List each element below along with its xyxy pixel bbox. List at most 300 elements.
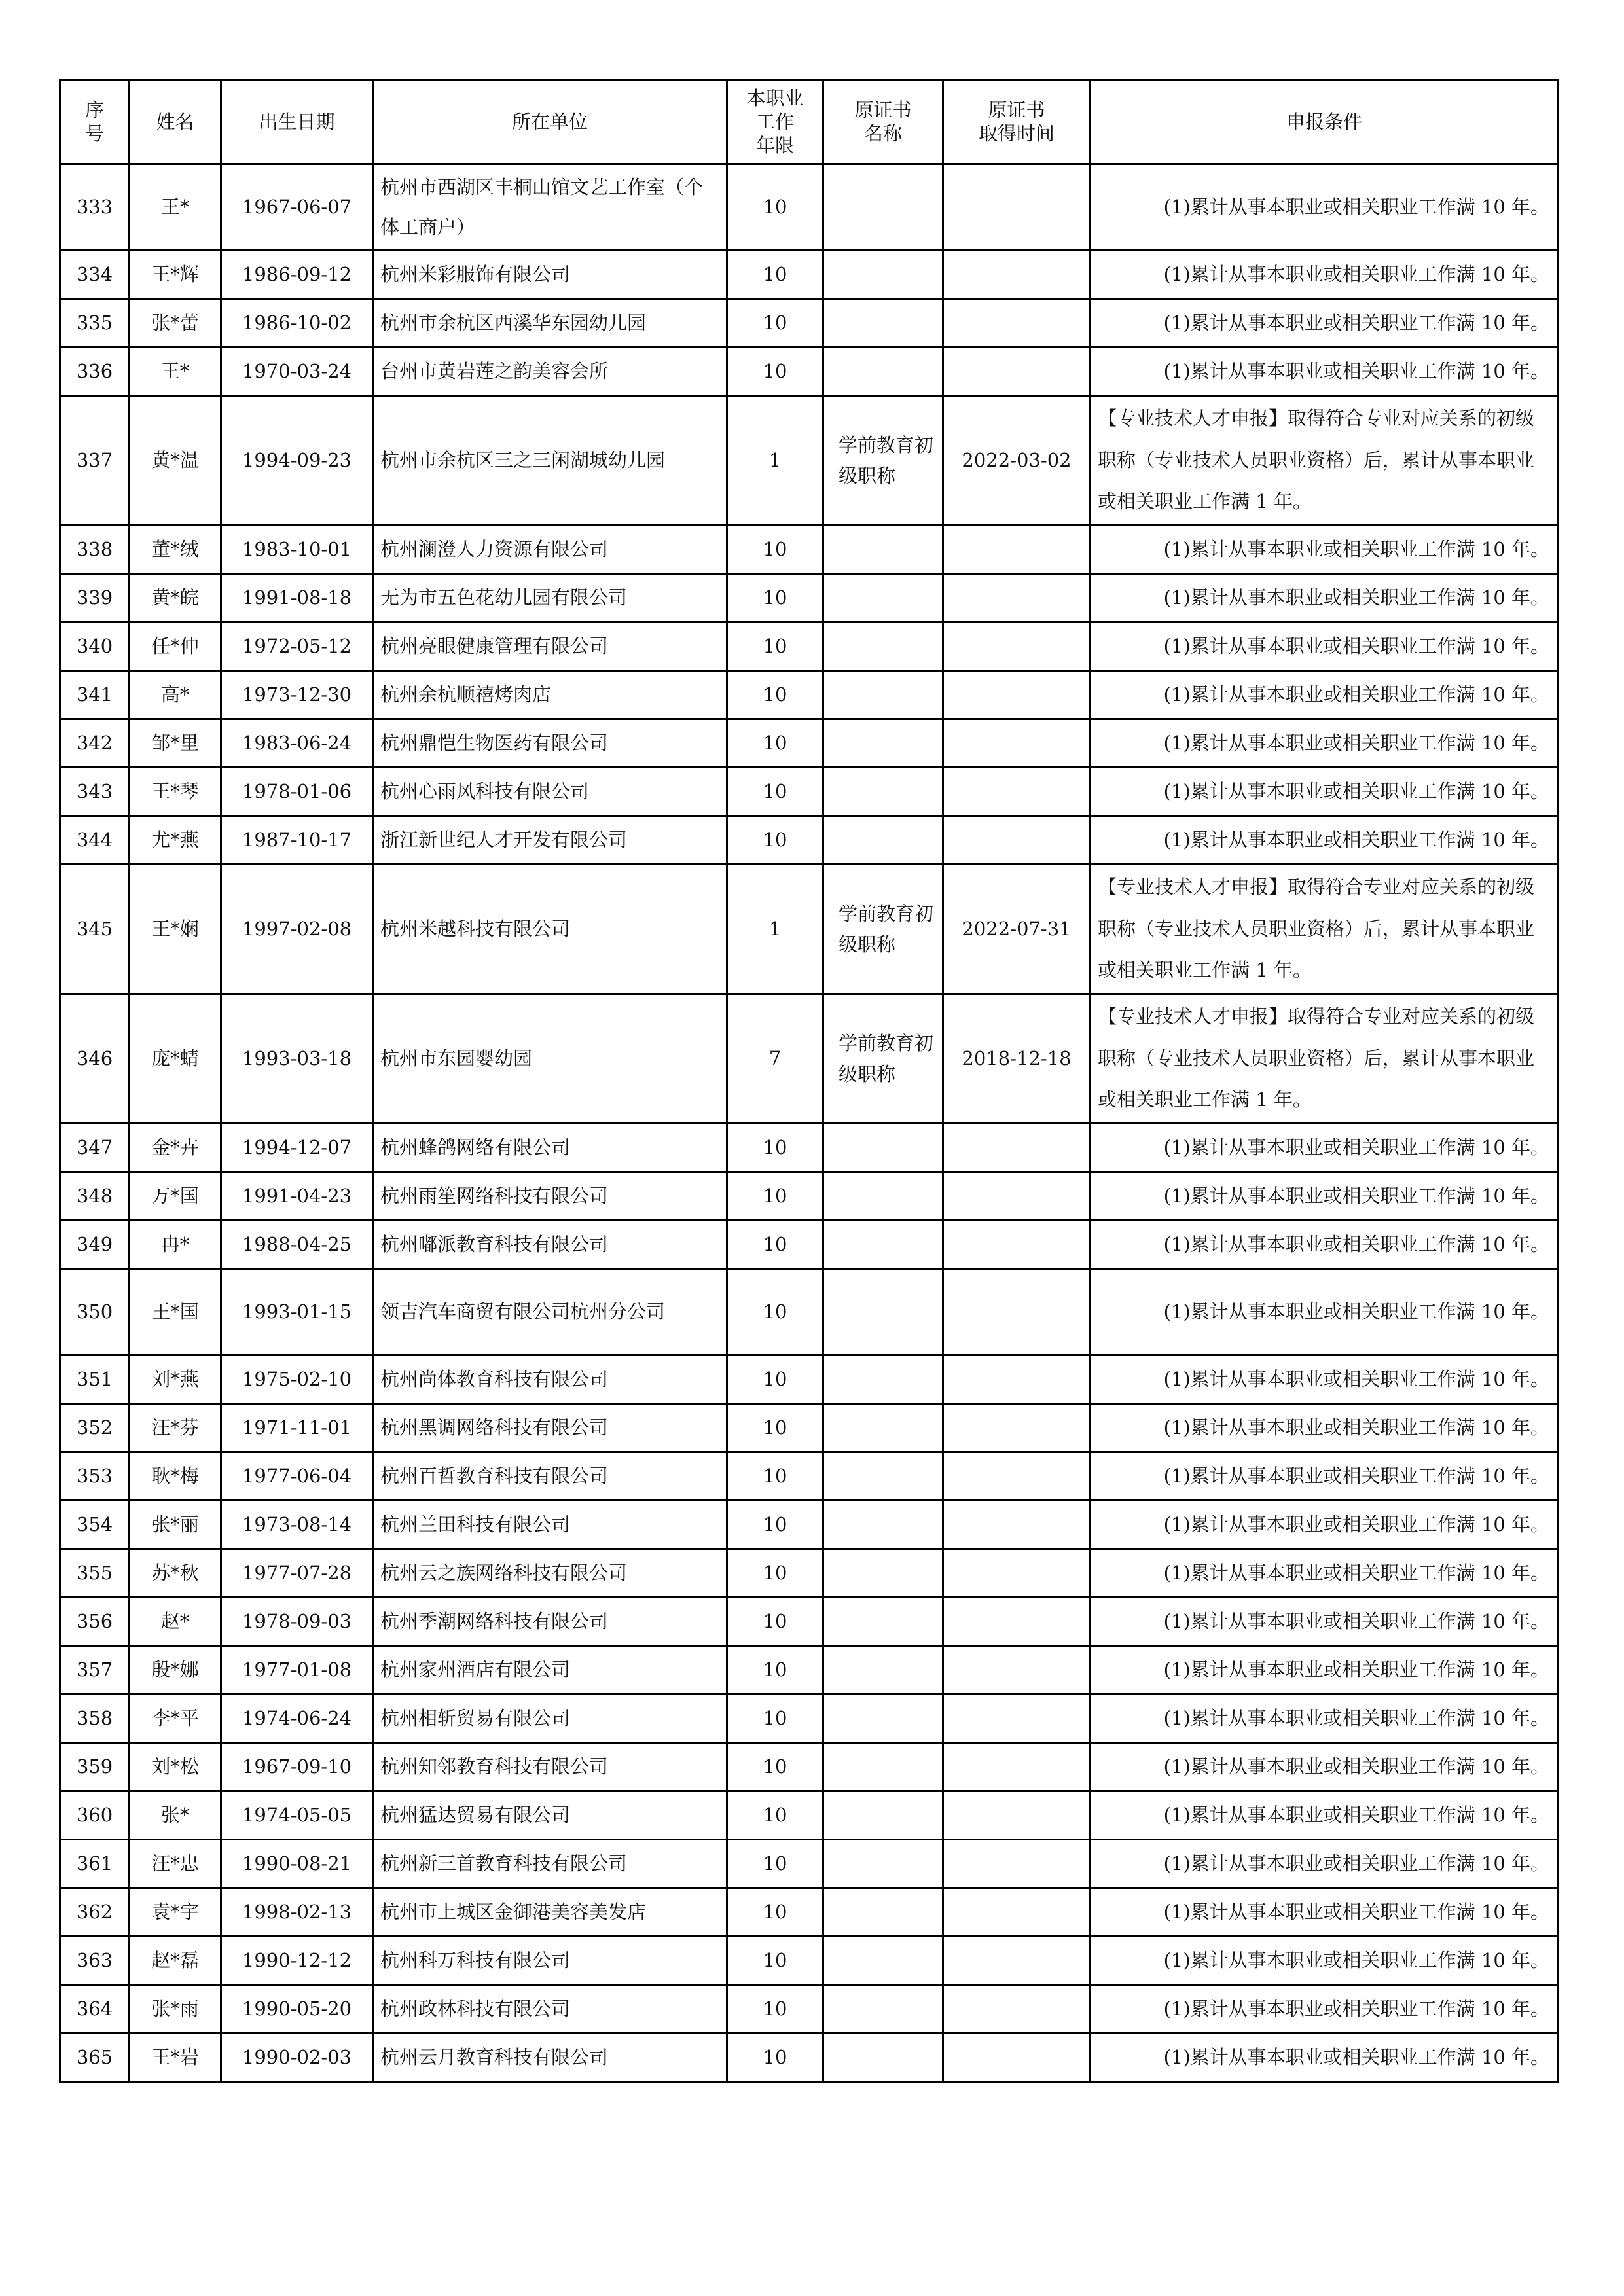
- row-unit: 杭州米越科技有限公司: [373, 865, 727, 994]
- row-condition: (1)累计从事本职业或相关职业工作满 10 年。: [1091, 816, 1559, 865]
- table-row: [60, 768, 1559, 816]
- row-seq: 334: [60, 251, 130, 299]
- row-cert-date: [943, 1646, 1091, 1695]
- row-cert-name: [823, 1404, 943, 1452]
- row-condition: (1)累计从事本职业或相关职业工作满 10 年。: [1091, 671, 1559, 719]
- row-seq: 364: [60, 1985, 130, 2034]
- header-birth-date: 出生日期: [221, 80, 373, 164]
- row-birth-date: 1967-09-10: [221, 1743, 373, 1791]
- row-condition: (1)累计从事本职业或相关职业工作满 10 年。: [1091, 1172, 1559, 1221]
- row-seq: 346: [60, 994, 130, 1124]
- row-years: 10: [727, 1549, 823, 1598]
- row-condition: (1)累计从事本职业或相关职业工作满 10 年。: [1091, 348, 1559, 396]
- row-unit: 杭州心雨风科技有限公司: [373, 768, 727, 816]
- row-seq: 356: [60, 1598, 130, 1646]
- row-name: 王*: [130, 164, 221, 251]
- row-birth-date: 1990-08-21: [221, 1840, 373, 1888]
- row-cert-date: [943, 251, 1091, 299]
- header-cert-date-line: 原证书: [988, 98, 1045, 121]
- row-unit: 杭州市西湖区丰桐山馆文艺工作室（个体工商户）: [373, 164, 727, 251]
- row-seq: 340: [60, 622, 130, 671]
- row-birth-date: 1983-06-24: [221, 719, 373, 768]
- row-years: 10: [727, 1695, 823, 1743]
- row-birth-date: 1994-09-23: [221, 396, 373, 526]
- row-condition: (1)累计从事本职业或相关职业工作满 10 年。: [1091, 1646, 1559, 1695]
- row-years: 10: [727, 348, 823, 396]
- row-name: 黄*温: [130, 396, 221, 526]
- row-cert-name: [823, 1888, 943, 1937]
- row-condition: (1)累计从事本职业或相关职业工作满 10 年。: [1091, 1598, 1559, 1646]
- row-condition: (1)累计从事本职业或相关职业工作满 10 年。: [1091, 1221, 1559, 1269]
- row-cert-date: [943, 1124, 1091, 1172]
- row-birth-date: 1986-09-12: [221, 251, 373, 299]
- header-years: [727, 80, 823, 164]
- row-seq: 350: [60, 1269, 130, 1355]
- row-condition: (1)累计从事本职业或相关职业工作满 10 年。: [1091, 574, 1559, 622]
- row-cert-name: [823, 719, 943, 768]
- row-seq: 348: [60, 1172, 130, 1221]
- row-cert-date: [943, 1937, 1091, 1985]
- row-cert-name: 学前教育初级职称: [823, 994, 943, 1124]
- row-seq: 349: [60, 1221, 130, 1269]
- header-unit: 所在单位: [373, 80, 727, 164]
- header-seq-line: 号: [84, 122, 104, 145]
- row-cert-name: [823, 1598, 943, 1646]
- row-seq: 353: [60, 1452, 130, 1501]
- row-unit: 杭州蜂鸽网络有限公司: [373, 1124, 727, 1172]
- row-condition: 【专业技术人才申报】取得符合专业对应关系的初级职称（专业技术人员职业资格）后，累计从事本职业或相关职业工作满 1 年。: [1091, 396, 1559, 526]
- row-condition: (1)累计从事本职业或相关职业工作满 10 年。: [1091, 2034, 1559, 2082]
- row-cert-date: [943, 299, 1091, 348]
- row-unit: 无为市五色花幼儿园有限公司: [373, 574, 727, 622]
- table-row: [60, 526, 1559, 574]
- row-unit: 杭州嘟派教育科技有限公司: [373, 1221, 727, 1269]
- row-condition: (1)累计从事本职业或相关职业工作满 10 年。: [1091, 299, 1559, 348]
- row-unit: 杭州云之族网络科技有限公司: [373, 1549, 727, 1598]
- table-row: [60, 865, 1559, 994]
- table-row: [60, 1501, 1559, 1549]
- row-condition: (1)累计从事本职业或相关职业工作满 10 年。: [1091, 719, 1559, 768]
- table-row: [60, 574, 1559, 622]
- row-cert-date: [943, 719, 1091, 768]
- row-cert-date: [943, 816, 1091, 865]
- row-name: 张*丽: [130, 1501, 221, 1549]
- row-years: 10: [727, 526, 823, 574]
- row-seq: 362: [60, 1888, 130, 1937]
- table-body: [60, 164, 1559, 2082]
- row-cert-date: 2022-07-31: [943, 865, 1091, 994]
- row-years: 10: [727, 1404, 823, 1452]
- row-seq: 345: [60, 865, 130, 994]
- row-years: 10: [727, 1646, 823, 1695]
- row-birth-date: 1974-06-24: [221, 1695, 373, 1743]
- row-cert-name: [823, 1937, 943, 1985]
- header-years-line: 年限: [755, 134, 794, 157]
- row-years: 10: [727, 1172, 823, 1221]
- table-row: [60, 1452, 1559, 1501]
- table-row: [60, 1549, 1559, 1598]
- row-birth-date: 1988-04-25: [221, 1221, 373, 1269]
- row-seq: 365: [60, 2034, 130, 2082]
- table-row: [60, 1598, 1559, 1646]
- row-cert-name: [823, 1355, 943, 1404]
- row-cert-date: [943, 526, 1091, 574]
- table-row: [60, 994, 1559, 1124]
- row-condition: (1)累计从事本职业或相关职业工作满 10 年。: [1091, 1549, 1559, 1598]
- row-birth-date: 1993-01-15: [221, 1269, 373, 1355]
- row-condition: (1)累计从事本职业或相关职业工作满 10 年。: [1091, 1791, 1559, 1840]
- row-unit: 台州市黄岩莲之韵美容会所: [373, 348, 727, 396]
- row-seq: 359: [60, 1743, 130, 1791]
- row-condition: (1)累计从事本职业或相关职业工作满 10 年。: [1091, 1985, 1559, 2034]
- table-row: [60, 1888, 1559, 1937]
- row-years: 10: [727, 1124, 823, 1172]
- row-birth-date: 1993-03-18: [221, 994, 373, 1124]
- row-cert-name: [823, 348, 943, 396]
- table-row: [60, 1743, 1559, 1791]
- row-seq: 360: [60, 1791, 130, 1840]
- row-condition: (1)累计从事本职业或相关职业工作满 10 年。: [1091, 251, 1559, 299]
- row-name: 王*辉: [130, 251, 221, 299]
- row-unit: 杭州市余杭区西溪华东园幼儿园: [373, 299, 727, 348]
- row-name: 高*: [130, 671, 221, 719]
- row-birth-date: 1998-02-13: [221, 1888, 373, 1937]
- row-name: 李*平: [130, 1695, 221, 1743]
- row-name: 王*娴: [130, 865, 221, 994]
- row-cert-name: [823, 164, 943, 251]
- row-seq: 358: [60, 1695, 130, 1743]
- row-condition: (1)累计从事本职业或相关职业工作满 10 年。: [1091, 1501, 1559, 1549]
- row-cert-date: 2022-03-02: [943, 396, 1091, 526]
- row-birth-date: 1994-12-07: [221, 1124, 373, 1172]
- row-birth-date: 1967-06-07: [221, 164, 373, 251]
- row-unit: 杭州猛达贸易有限公司: [373, 1791, 727, 1840]
- row-seq: 343: [60, 768, 130, 816]
- header-cert-name-line: 名称: [863, 122, 902, 145]
- row-name: 董*绒: [130, 526, 221, 574]
- row-birth-date: 1977-07-28: [221, 1549, 373, 1598]
- row-cert-date: [943, 1695, 1091, 1743]
- table-row: [60, 1404, 1559, 1452]
- row-birth-date: 1990-02-03: [221, 2034, 373, 2082]
- row-birth-date: 1973-12-30: [221, 671, 373, 719]
- row-unit: 杭州科万科技有限公司: [373, 1937, 727, 1985]
- row-birth-date: 1986-10-02: [221, 299, 373, 348]
- row-cert-name: [823, 526, 943, 574]
- row-unit: 杭州雨笙网络科技有限公司: [373, 1172, 727, 1221]
- row-name: 黄*皖: [130, 574, 221, 622]
- row-seq: 351: [60, 1355, 130, 1404]
- row-cert-name: [823, 1124, 943, 1172]
- row-name: 王*岩: [130, 2034, 221, 2082]
- row-cert-name: [823, 1452, 943, 1501]
- row-seq: 344: [60, 816, 130, 865]
- row-unit: 领吉汽车商贸有限公司杭州分公司: [373, 1269, 727, 1355]
- table-row: [60, 1221, 1559, 1269]
- row-condition: (1)累计从事本职业或相关职业工作满 10 年。: [1091, 1937, 1559, 1985]
- row-years: 7: [727, 994, 823, 1124]
- row-name: 刘*燕: [130, 1355, 221, 1404]
- row-cert-name: [823, 1549, 943, 1598]
- row-birth-date: 1990-05-20: [221, 1985, 373, 2034]
- row-years: 10: [727, 1355, 823, 1404]
- row-seq: 338: [60, 526, 130, 574]
- row-unit: 杭州知邻教育科技有限公司: [373, 1743, 727, 1791]
- table-row: [60, 164, 1559, 251]
- row-condition: (1)累计从事本职业或相关职业工作满 10 年。: [1091, 622, 1559, 671]
- row-cert-date: [943, 2034, 1091, 2082]
- row-years: 10: [727, 251, 823, 299]
- row-seq: 333: [60, 164, 130, 251]
- row-condition: (1)累计从事本职业或相关职业工作满 10 年。: [1091, 1695, 1559, 1743]
- row-years: 10: [727, 574, 823, 622]
- row-birth-date: 1970-03-24: [221, 348, 373, 396]
- row-seq: 337: [60, 396, 130, 526]
- row-cert-date: [943, 671, 1091, 719]
- row-cert-date: [943, 768, 1091, 816]
- row-years: 10: [727, 1743, 823, 1791]
- row-birth-date: 1990-12-12: [221, 1937, 373, 1985]
- row-unit: 杭州市上城区金御港美容美发店: [373, 1888, 727, 1937]
- row-cert-name: [823, 1791, 943, 1840]
- table-row: [60, 299, 1559, 348]
- table-header-row: [60, 80, 1559, 164]
- row-seq: 342: [60, 719, 130, 768]
- row-cert-name: [823, 1840, 943, 1888]
- row-cert-name: [823, 2034, 943, 2082]
- row-name: 任*仲: [130, 622, 221, 671]
- row-name: 耿*梅: [130, 1452, 221, 1501]
- row-name: 袁*宇: [130, 1888, 221, 1937]
- header-years-line: 本职业: [746, 86, 804, 109]
- row-cert-date: [943, 1985, 1091, 2034]
- row-cert-name: [823, 1743, 943, 1791]
- header-condition: 申报条件: [1091, 80, 1559, 164]
- row-name: 庞*蜻: [130, 994, 221, 1124]
- table-row: [60, 1269, 1559, 1355]
- row-seq: 335: [60, 299, 130, 348]
- row-years: 10: [727, 1501, 823, 1549]
- row-cert-name: [823, 1695, 943, 1743]
- row-cert-name: 学前教育初级职称: [823, 865, 943, 994]
- row-seq: 336: [60, 348, 130, 396]
- row-seq: 341: [60, 671, 130, 719]
- row-birth-date: 1972-05-12: [221, 622, 373, 671]
- row-condition: (1)累计从事本职业或相关职业工作满 10 年。: [1091, 1452, 1559, 1501]
- header-name: 姓名: [130, 80, 221, 164]
- row-years: 10: [727, 671, 823, 719]
- row-name: 万*国: [130, 1172, 221, 1221]
- row-birth-date: 1971-11-01: [221, 1404, 373, 1452]
- header-seq: [60, 80, 130, 164]
- table-row: [60, 1124, 1559, 1172]
- row-years: 10: [727, 1791, 823, 1840]
- row-years: 10: [727, 1452, 823, 1501]
- row-years: 10: [727, 1888, 823, 1937]
- row-condition: (1)累计从事本职业或相关职业工作满 10 年。: [1091, 1743, 1559, 1791]
- header-seq-line: 序: [84, 98, 104, 121]
- row-cert-name: [823, 768, 943, 816]
- row-cert-name: [823, 622, 943, 671]
- row-name: 冉*: [130, 1221, 221, 1269]
- row-unit: 杭州鼎恺生物医药有限公司: [373, 719, 727, 768]
- row-years: 1: [727, 865, 823, 994]
- row-condition: (1)累计从事本职业或相关职业工作满 10 年。: [1091, 1840, 1559, 1888]
- row-cert-name: [823, 1269, 943, 1355]
- row-unit: 杭州政林科技有限公司: [373, 1985, 727, 2034]
- row-name: 张*蕾: [130, 299, 221, 348]
- row-years: 10: [727, 1269, 823, 1355]
- row-seq: 354: [60, 1501, 130, 1549]
- row-name: 张*雨: [130, 1985, 221, 2034]
- row-condition: 【专业技术人才申报】取得符合专业对应关系的初级职称（专业技术人员职业资格）后，累计从事本职业或相关职业工作满 1 年。: [1091, 865, 1559, 994]
- row-years: 10: [727, 1221, 823, 1269]
- row-years: 1: [727, 396, 823, 526]
- table-row: [60, 348, 1559, 396]
- row-cert-date: [943, 164, 1091, 251]
- row-unit: 杭州百哲教育科技有限公司: [373, 1452, 727, 1501]
- row-birth-date: 1975-02-10: [221, 1355, 373, 1404]
- row-years: 10: [727, 622, 823, 671]
- row-cert-date: [943, 348, 1091, 396]
- table-row: [60, 719, 1559, 768]
- row-birth-date: 1977-01-08: [221, 1646, 373, 1695]
- row-name: 殷*娜: [130, 1646, 221, 1695]
- table-row: [60, 1172, 1559, 1221]
- row-seq: 361: [60, 1840, 130, 1888]
- row-unit: 杭州市东园婴幼园: [373, 994, 727, 1124]
- row-birth-date: 1983-10-01: [221, 526, 373, 574]
- row-condition: (1)累计从事本职业或相关职业工作满 10 年。: [1091, 526, 1559, 574]
- row-condition: (1)累计从事本职业或相关职业工作满 10 年。: [1091, 164, 1559, 251]
- row-name: 尤*燕: [130, 816, 221, 865]
- row-unit: 杭州市余杭区三之三闲湖城幼儿园: [373, 396, 727, 526]
- header-cert-name: [823, 80, 943, 164]
- row-name: 苏*秋: [130, 1549, 221, 1598]
- row-name: 王*: [130, 348, 221, 396]
- table-row: [60, 2034, 1559, 2082]
- row-unit: 杭州米彩服饰有限公司: [373, 251, 727, 299]
- row-unit: 杭州季潮网络科技有限公司: [373, 1598, 727, 1646]
- table-row: [60, 1985, 1559, 2034]
- row-birth-date: 1977-06-04: [221, 1452, 373, 1501]
- row-cert-date: [943, 1549, 1091, 1598]
- row-years: 10: [727, 768, 823, 816]
- row-cert-date: [943, 1269, 1091, 1355]
- row-cert-date: [943, 1452, 1091, 1501]
- table-row: [60, 396, 1559, 526]
- row-seq: 352: [60, 1404, 130, 1452]
- row-condition: (1)累计从事本职业或相关职业工作满 10 年。: [1091, 768, 1559, 816]
- row-cert-name: [823, 251, 943, 299]
- row-name: 汪*芬: [130, 1404, 221, 1452]
- row-cert-name: [823, 574, 943, 622]
- row-years: 10: [727, 164, 823, 251]
- row-name: 张*: [130, 1791, 221, 1840]
- header-cert-name-line: 原证书: [854, 98, 912, 121]
- row-cert-date: [943, 574, 1091, 622]
- row-cert-date: [943, 1791, 1091, 1840]
- row-cert-name: [823, 299, 943, 348]
- row-cert-date: [943, 1888, 1091, 1937]
- row-cert-name: 学前教育初级职称: [823, 396, 943, 526]
- row-seq: 357: [60, 1646, 130, 1695]
- row-condition: (1)累计从事本职业或相关职业工作满 10 年。: [1091, 1269, 1559, 1355]
- header-cert-date-line: 取得时间: [978, 122, 1055, 145]
- row-birth-date: 1991-04-23: [221, 1172, 373, 1221]
- row-birth-date: 1974-05-05: [221, 1791, 373, 1840]
- row-condition: 【专业技术人才申报】取得符合专业对应关系的初级职称（专业技术人员职业资格）后，累计从事本职业或相关职业工作满 1 年。: [1091, 994, 1559, 1124]
- applicant-table: [59, 79, 1559, 2083]
- table-row: [60, 622, 1559, 671]
- row-birth-date: 1991-08-18: [221, 574, 373, 622]
- table-row: [60, 1791, 1559, 1840]
- row-years: 10: [727, 299, 823, 348]
- row-seq: 347: [60, 1124, 130, 1172]
- row-condition: (1)累计从事本职业或相关职业工作满 10 年。: [1091, 1124, 1559, 1172]
- row-cert-name: [823, 1221, 943, 1269]
- row-years: 10: [727, 816, 823, 865]
- table-row: [60, 1937, 1559, 1985]
- row-birth-date: 1987-10-17: [221, 816, 373, 865]
- table-row: [60, 1646, 1559, 1695]
- row-cert-date: [943, 1404, 1091, 1452]
- row-years: 10: [727, 2034, 823, 2082]
- row-name: 邹*里: [130, 719, 221, 768]
- row-condition: (1)累计从事本职业或相关职业工作满 10 年。: [1091, 1404, 1559, 1452]
- row-cert-name: [823, 1646, 943, 1695]
- row-cert-name: [823, 1501, 943, 1549]
- row-condition: (1)累计从事本职业或相关职业工作满 10 年。: [1091, 1888, 1559, 1937]
- row-cert-date: [943, 622, 1091, 671]
- row-name: 汪*忠: [130, 1840, 221, 1888]
- row-cert-date: [943, 1221, 1091, 1269]
- row-cert-date: [943, 1840, 1091, 1888]
- row-cert-date: 2018-12-18: [943, 994, 1091, 1124]
- row-cert-date: [943, 1355, 1091, 1404]
- table-row: [60, 251, 1559, 299]
- row-cert-name: [823, 1985, 943, 2034]
- row-years: 10: [727, 1598, 823, 1646]
- row-years: 10: [727, 1937, 823, 1985]
- row-unit: 浙江新世纪人才开发有限公司: [373, 816, 727, 865]
- row-seq: 355: [60, 1549, 130, 1598]
- row-cert-name: [823, 1172, 943, 1221]
- row-years: 10: [727, 719, 823, 768]
- row-cert-date: [943, 1501, 1091, 1549]
- row-seq: 339: [60, 574, 130, 622]
- table-row: [60, 1840, 1559, 1888]
- row-birth-date: 1978-01-06: [221, 768, 373, 816]
- row-name: 赵*磊: [130, 1937, 221, 1985]
- table-row: [60, 671, 1559, 719]
- row-cert-name: [823, 671, 943, 719]
- row-unit: 杭州黑调网络科技有限公司: [373, 1404, 727, 1452]
- row-name: 金*卉: [130, 1124, 221, 1172]
- row-unit: 杭州新三首教育科技有限公司: [373, 1840, 727, 1888]
- row-unit: 杭州云月教育科技有限公司: [373, 2034, 727, 2082]
- row-seq: 363: [60, 1937, 130, 1985]
- row-years: 10: [727, 1840, 823, 1888]
- row-birth-date: 1997-02-08: [221, 865, 373, 994]
- row-cert-name: [823, 816, 943, 865]
- row-name: 王*国: [130, 1269, 221, 1355]
- row-birth-date: 1978-09-03: [221, 1598, 373, 1646]
- row-name: 刘*松: [130, 1743, 221, 1791]
- header-years-line: 工作: [755, 110, 794, 133]
- table-row: [60, 816, 1559, 865]
- row-unit: 杭州家州酒店有限公司: [373, 1646, 727, 1695]
